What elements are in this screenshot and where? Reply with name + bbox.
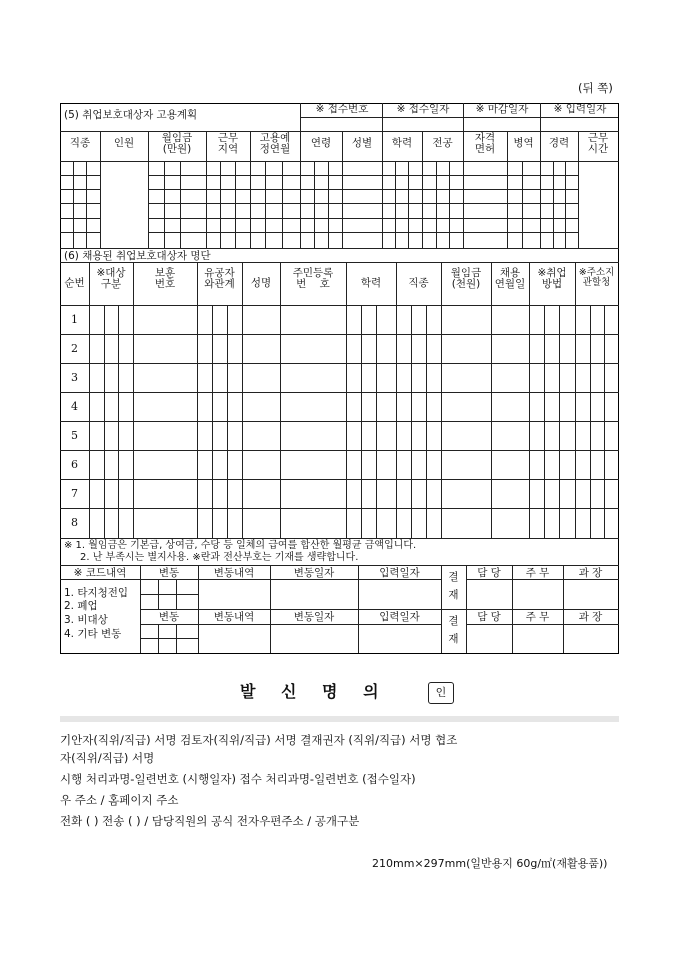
- col-change: 변동: [158, 567, 180, 579]
- s6-header-method: ※취업 방법: [537, 267, 567, 291]
- sender-title: 발 신 명 의: [240, 682, 389, 701]
- row-number: 6: [71, 458, 78, 471]
- code-2: 2. 폐업: [64, 600, 98, 612]
- s6-header-wage: 월임금 (천원): [450, 267, 482, 291]
- s5-header-age: 연령: [310, 137, 332, 149]
- approval-mark: 결: [448, 571, 459, 583]
- footer-line-1: 기안자(직위/직급) 서명 검토자(직위/직급) 서명 결재권자 (직위/직급) 서명 협조: [60, 733, 458, 747]
- s6-header-education: 학력: [360, 277, 382, 289]
- approval-mark: 재: [448, 633, 459, 645]
- s5-header-major: 전공: [432, 137, 453, 149]
- approver-chief: 과 장: [578, 611, 603, 623]
- row-number: 1: [71, 313, 78, 326]
- s5-header-gender: 성별: [351, 137, 373, 149]
- s5-header-military: 병역: [513, 137, 534, 149]
- row-number: 5: [71, 429, 78, 442]
- approver-main: 주 무: [525, 567, 550, 579]
- s5-header-planned-month: 고용예 정연월: [259, 132, 291, 156]
- footer-line-3: 우 주소 / 홈페이지 주소: [60, 793, 179, 807]
- s6-header-name: 성명: [250, 277, 272, 289]
- approval-mark: 결: [448, 615, 459, 627]
- note-2: 2. 난 부족시는 별지사용. ※란과 전산부호는 기재를 생략합니다.: [80, 552, 359, 563]
- s5-header-wage: 월임금 (만원): [161, 132, 193, 156]
- divider: [60, 716, 619, 722]
- page-side-label: (뒤 쪽): [578, 81, 613, 95]
- s5-header-education: 학력: [391, 137, 413, 149]
- s6-header-veteran-no: 보훈 번호: [154, 267, 176, 291]
- section5-title: (5) 취업보호대상자 고용계획: [64, 109, 198, 121]
- row-number: 8: [71, 516, 78, 529]
- approver-chief: 과 장: [578, 567, 603, 579]
- note-1: ※ 1. 월임금은 기본급, 상여금, 수당 등 일체의 급여를 합산한 월평균 금액입니다.: [64, 540, 417, 551]
- row-number: 2: [71, 342, 78, 355]
- s6-header-resident-no: 주민등록 번 호: [292, 267, 334, 291]
- col-change-date: 변동일자: [293, 611, 335, 623]
- receipt-date-label: ※ 접수일자: [396, 103, 450, 115]
- s5-header-area: 근무 지역: [217, 132, 239, 156]
- s5-header-career: 경력: [548, 137, 570, 149]
- section6-title: (6) 채용된 취업보호대상자 명단: [64, 250, 211, 262]
- col-change: 변동: [158, 611, 180, 623]
- s6-header-hire-date: 채용 연월일: [494, 267, 526, 291]
- s5-header-job: 직종: [69, 137, 91, 149]
- footer-line-1b: 자(직위/직급) 서명: [60, 751, 155, 765]
- s6-header-office: ※주소지 관할청: [578, 267, 615, 288]
- approver-staff: 담 당: [477, 567, 501, 579]
- paper-spec: 210mm×297mm(일반용지 60g/㎡(재활용품)): [372, 857, 608, 870]
- approver-staff: 담 당: [477, 611, 501, 623]
- s5-header-count: 인원: [113, 137, 135, 149]
- s6-header-relation: 유공자 와관계: [204, 267, 235, 291]
- deadline-date-label: ※ 마감일자: [475, 103, 529, 115]
- input-date-label: ※ 입력일자: [553, 103, 607, 115]
- approval-mark: 재: [448, 589, 459, 601]
- col-change-detail: 변동내역: [213, 567, 255, 579]
- code-1: 1. 타지청전입: [64, 587, 129, 599]
- s6-header-target-type: ※대상 구분: [96, 267, 126, 291]
- footer-line-2: 시행 처리과명-일련번호 (시행일자) 접수 처리과명-일련번호 (접수일자): [60, 772, 416, 786]
- receipt-number-label: ※ 접수번호: [315, 103, 369, 115]
- code-3: 3. 비대상: [64, 614, 108, 626]
- s5-header-hours: 근무 시간: [587, 132, 609, 156]
- approver-main: 주 무: [525, 611, 550, 623]
- s5-header-license: 자격 면허: [474, 132, 496, 156]
- row-number: 4: [71, 400, 78, 413]
- seal-box: 인: [428, 682, 454, 704]
- col-input-date: 입력일자: [379, 611, 420, 623]
- s6-header-job: 직종: [408, 277, 429, 289]
- col-change-date: 변동일자: [293, 567, 335, 579]
- row-number: 7: [71, 487, 78, 500]
- code-4: 4. 기타 변동: [64, 628, 122, 640]
- col-change-detail: 변동내역: [213, 611, 255, 623]
- row-number: 3: [71, 371, 78, 384]
- footer-line-4: 전화 ( ) 전송 ( ) / 담당직원의 공식 전자우편주소 / 공개구분: [60, 814, 360, 828]
- s6-header-seq: 순번: [64, 277, 85, 289]
- code-header: ※ 코드내역: [73, 567, 127, 579]
- col-input-date: 입력일자: [379, 567, 420, 579]
